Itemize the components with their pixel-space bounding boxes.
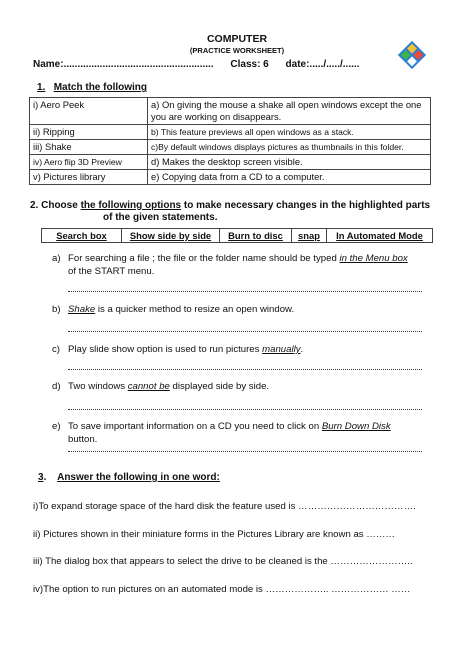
match-left-cell: iv) Aero flip 3D Preview [30, 155, 148, 170]
question-text-end: . [300, 344, 304, 355]
one-word-question: iv)The option to run pictures on an automated mode is ……………….. ……………… …… [33, 584, 411, 595]
question-text-line2: button. [68, 434, 98, 445]
section-3-heading [38, 472, 220, 483]
question-label: e) [52, 421, 61, 432]
option-item: In Automated Mode [336, 230, 423, 241]
answer-line[interactable] [68, 290, 422, 292]
one-word-question: i)To expand storage space of the hard disk the feature used is ………………………………. [33, 501, 416, 512]
match-right-cell: c)By default windows displays pictures as thumbnails in this folder. [148, 140, 431, 155]
section-3-number: 3 [38, 472, 44, 483]
match-left-cell: i) Aero Peek [30, 98, 148, 125]
question-text: For searching a file ; the file or the folder name should be typed [68, 253, 340, 264]
option-item: Burn to disc [220, 229, 292, 242]
match-right-cell: d) Makes the desktop screen visible. [148, 155, 431, 170]
section-1-title: Match the following [53, 82, 148, 93]
question-text-end: displayed side by side. [169, 381, 270, 392]
date-field[interactable]: date:...../...../...... [285, 59, 360, 70]
match-left-cell: ii) Ripping [30, 125, 148, 140]
section-1-heading [37, 82, 147, 93]
worksheet-title: COMPUTER [206, 33, 268, 45]
answer-line[interactable] [68, 368, 422, 370]
highlighted-phrase: Shake [68, 304, 96, 315]
class-label: Class: 6 [230, 59, 269, 70]
table-row [30, 98, 431, 125]
table-row [30, 140, 431, 155]
question-text-line2: of the START menu. [68, 266, 155, 277]
question-text: Two windows [68, 381, 128, 392]
answer-line[interactable] [68, 408, 422, 410]
question-text: is a quicker method to resize an open window. [95, 304, 295, 315]
match-table [29, 97, 431, 185]
section-2-heading-post: to make necessary changes in the highlighted parts [181, 200, 431, 211]
question-b [52, 303, 295, 316]
options-box [41, 228, 433, 243]
match-right-cell: b) This feature previews all open windows as a stack. [148, 125, 431, 140]
option-item: Search box [42, 229, 122, 242]
name-field[interactable]: Name:...................................................... [33, 59, 214, 70]
section-2-heading-underlined: the following options [80, 200, 182, 211]
question-d [52, 380, 270, 393]
answer-line[interactable] [68, 450, 422, 452]
option-item: Show side by side [122, 229, 220, 242]
section-2-heading-line2: of the given statements. [103, 212, 218, 223]
school-logo-icon [397, 40, 427, 70]
option-item: snap [292, 229, 327, 242]
table-row [30, 170, 431, 185]
student-info-line [33, 59, 373, 70]
section-3-dot: . [43, 472, 47, 483]
worksheet-subtitle: (PRACTICE WORKSHEET) [189, 46, 285, 55]
match-right-cell: a) On giving the mouse a shake all open windows except the one you are working on disappears. [148, 98, 431, 125]
section-2-heading-pre: 2. Choose [30, 200, 81, 211]
question-a [52, 252, 448, 278]
question-c [52, 343, 304, 356]
table-row [30, 155, 431, 170]
section-3-title: Answer the following in one word: [57, 472, 220, 483]
highlighted-phrase: cannot be [127, 381, 170, 392]
question-text: To save important information on a CD you need to click on [68, 421, 322, 432]
match-right-cell: e) Copying data from a CD to a computer. [148, 170, 431, 185]
question-label: a) [52, 253, 61, 264]
highlighted-phrase: Burn Down Disk [321, 421, 391, 432]
match-left-cell: iii) Shake [30, 140, 148, 155]
section-1-number: 1. [37, 82, 46, 93]
answer-line[interactable] [68, 330, 422, 332]
question-e [52, 420, 448, 446]
highlighted-phrase: in the Menu box [339, 253, 408, 264]
one-word-question: ii) Pictures shown in their miniature forms in the Pictures Library are known as ……… [33, 529, 396, 540]
question-label: b) [52, 304, 61, 315]
question-label: c) [52, 344, 60, 355]
question-label: d) [52, 381, 61, 392]
table-row [30, 125, 431, 140]
match-left-cell: v) Pictures library [30, 170, 148, 185]
one-word-question: iii) The dialog box that appears to select the drive to be cleaned is the …………………….. [33, 556, 413, 567]
highlighted-phrase: manually [262, 344, 301, 355]
question-text: Play slide show option is used to run pictures [68, 344, 263, 355]
section-2-heading [30, 200, 430, 211]
